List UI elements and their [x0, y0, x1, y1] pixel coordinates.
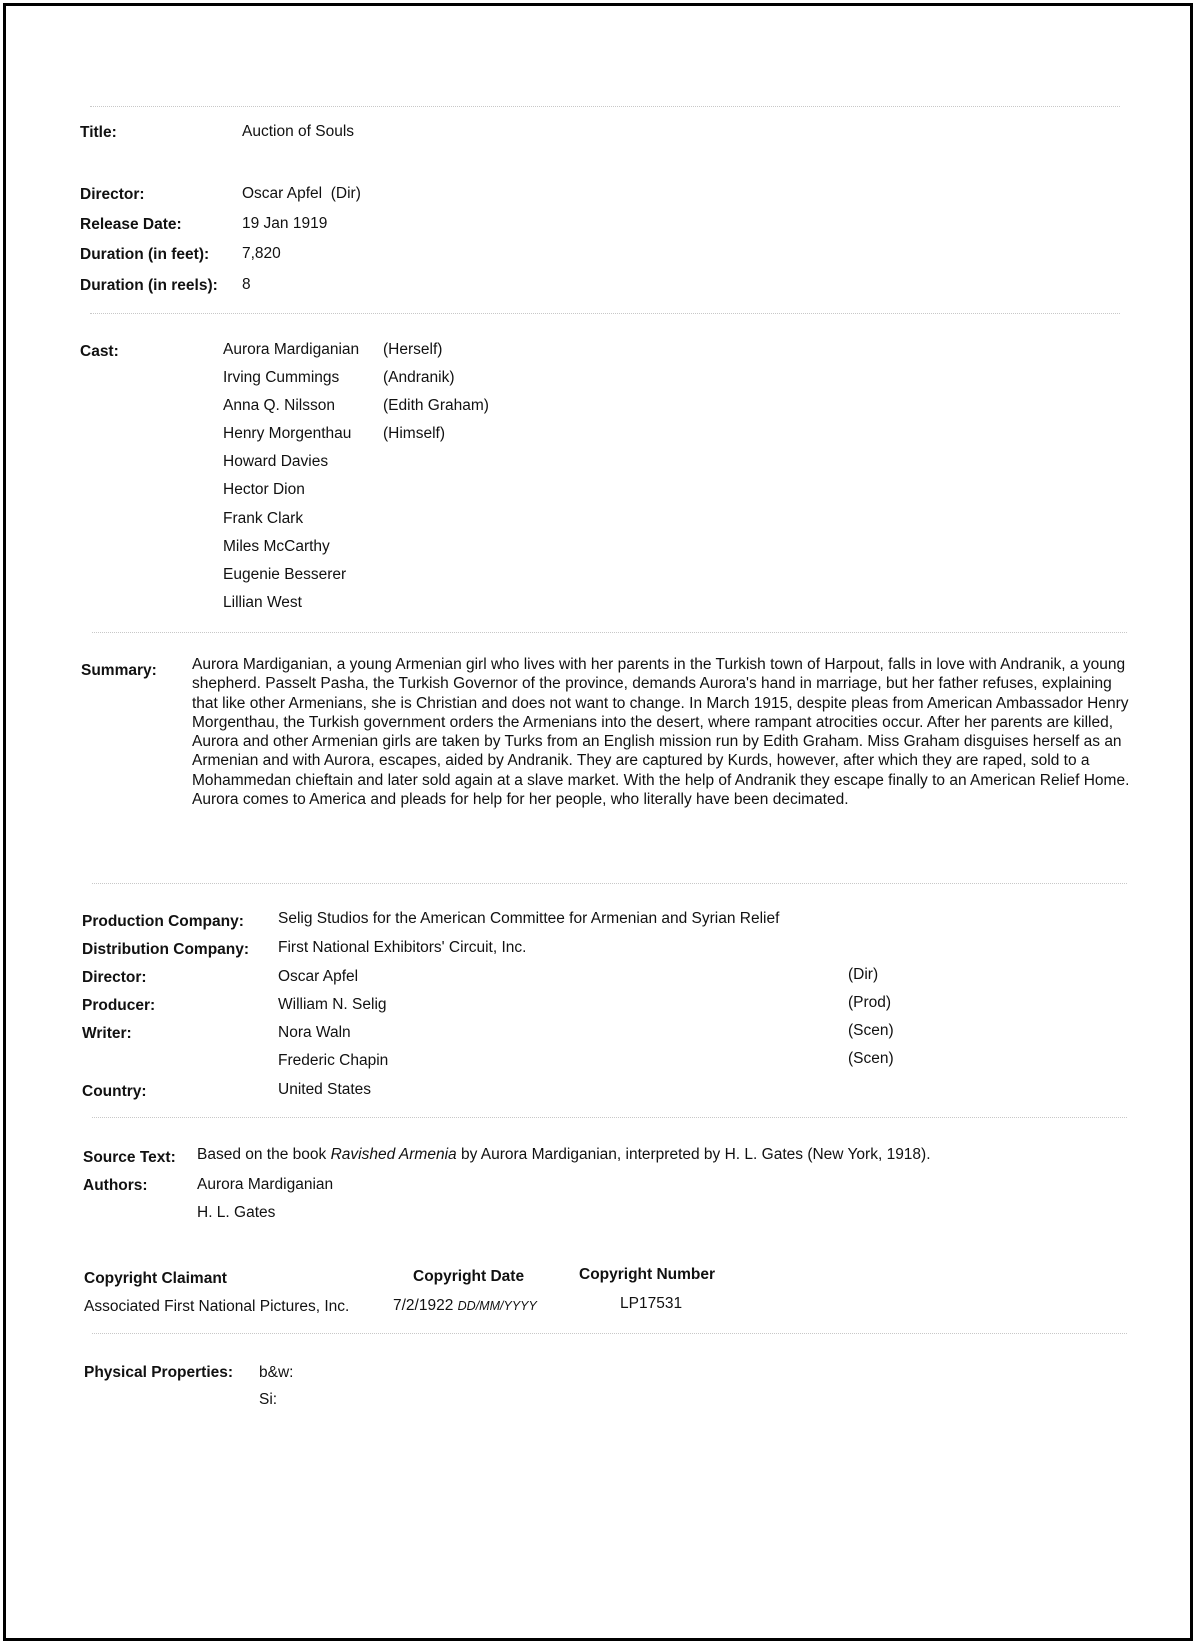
production-company-label: Production Company: [82, 913, 244, 930]
producer-label: Producer: [82, 997, 156, 1014]
cast-name: Miles McCarthy [223, 538, 330, 555]
bw-field: b&w: [259, 1364, 294, 1381]
copyright-claimant-header: Copyright Claimant [84, 1270, 227, 1287]
separator [92, 1333, 1127, 1334]
cast-role: (Andranik) [383, 369, 455, 386]
director-role: (Dir) [848, 966, 879, 983]
production-director-value: Oscar Apfel [278, 968, 359, 985]
cast-name: Eugenie Besserer [223, 566, 347, 583]
production-director-label: Director: [82, 969, 147, 986]
cast-name: Howard Davies [223, 453, 329, 470]
cast-role: (Herself) [383, 341, 443, 358]
distribution-company-label: Distribution Company: [82, 941, 250, 958]
source-text-value: Based on the book Ravished Armenia by Aurora Mardiganian, interpreted by H. L. Gates (New York, 1918). [197, 1146, 931, 1163]
separator [92, 883, 1127, 884]
copyright-date-value: 7/2/1922 DD/MM/YYYY [393, 1297, 537, 1314]
cast-name: Hector Dion [223, 481, 305, 498]
separator [90, 313, 1120, 314]
cast-role: (Edith Graham) [383, 397, 489, 414]
writer-role: (Scen) [848, 1050, 894, 1067]
cast-label: Cast: [80, 343, 119, 360]
copyright-number-header: Copyright Number [579, 1266, 716, 1283]
duration-reels-label: Duration (in reels): [80, 277, 218, 294]
cast-name: Lillian West [223, 594, 302, 611]
summary-text: Aurora Mardiganian, a young Armenian girl who lives with her parents in the Turkish town of Harpout, falls in love with Andranik, a young shepherd. Passelt Pasha, the Turkish Governor of the province, demands Aurora's hand in marriage, but her father refuses, explaining that like other Armenians, she is Christian and does not want to change. In March 1915, despite pleas from American Ambassador Henry Morgenthau, the Turkish government orders the Armenians into the desert, where rampant atrocities occur. After her parents are killed, Aurora and other Armenian girls are taken by Turks from an English mission run by Edith Graham. Miss Graham disguises herself as an Armenian and with Aurora, escapes, aided by Andranik. They are captured by Kurds, however, after which they are raped, sold to a Mohammedan chieftain and later sold again at a slave market. With the help of Andranik they escape finally to an American Relief Home. Aurora comes to America and pleads for help for her people, who literally have been decimated. [192, 656, 1130, 809]
producer-role: (Prod) [848, 994, 892, 1011]
producer-value: William N. Selig [278, 996, 387, 1013]
silent-field: Si: [259, 1391, 278, 1408]
author-value: Aurora Mardiganian [197, 1176, 334, 1193]
cast-name: Irving Cummings [223, 369, 340, 386]
country-value: United States [278, 1081, 372, 1098]
physical-properties-label: Physical Properties: [84, 1364, 234, 1381]
distribution-company-value: First National Exhibitors' Circuit, Inc. [278, 939, 527, 956]
summary-label: Summary: [81, 662, 157, 679]
separator [92, 1117, 1127, 1118]
copyright-number-value: LP17531 [620, 1295, 683, 1312]
cast-name: Anna Q. Nilsson [223, 397, 335, 414]
writer-value: Frederic Chapin [278, 1052, 389, 1069]
film-title: Auction of Souls [242, 123, 355, 140]
cast-name: Henry Morgenthau [223, 425, 352, 442]
authors-label: Authors: [83, 1177, 148, 1194]
book-title: Ravished Armenia [330, 1146, 457, 1163]
release-date-value: 19 Jan 1919 [242, 215, 328, 232]
author-value: H. L. Gates [197, 1204, 276, 1221]
release-date-label: Release Date: [80, 216, 182, 233]
production-company-value: Selig Studios for the American Committee for Armenian and Syrian Relief [278, 910, 780, 927]
cast-name: Aurora Mardiganian [223, 341, 360, 358]
source-text-label: Source Text: [83, 1149, 176, 1166]
director-label: Director: [80, 186, 145, 203]
director-value: Oscar Apfel (Dir) [242, 185, 361, 202]
separator [90, 106, 1120, 107]
writer-role: (Scen) [848, 1022, 894, 1039]
duration-feet-value: 7,820 [242, 245, 281, 262]
writer-value: Nora Waln [278, 1024, 351, 1041]
copyright-date-header: Copyright Date [413, 1268, 525, 1285]
duration-feet-label: Duration (in feet): [80, 246, 210, 263]
duration-reels-value: 8 [242, 276, 251, 293]
copyright-claimant-value: Associated First National Pictures, Inc. [84, 1298, 350, 1315]
country-label: Country: [82, 1083, 147, 1100]
cast-name: Frank Clark [223, 510, 304, 527]
title-label: Title: [80, 124, 117, 141]
separator [92, 632, 1127, 633]
writer-label: Writer: [82, 1025, 132, 1042]
cast-role: (Himself) [383, 425, 445, 442]
date-format: DD/MM/YYYY [457, 1299, 537, 1313]
